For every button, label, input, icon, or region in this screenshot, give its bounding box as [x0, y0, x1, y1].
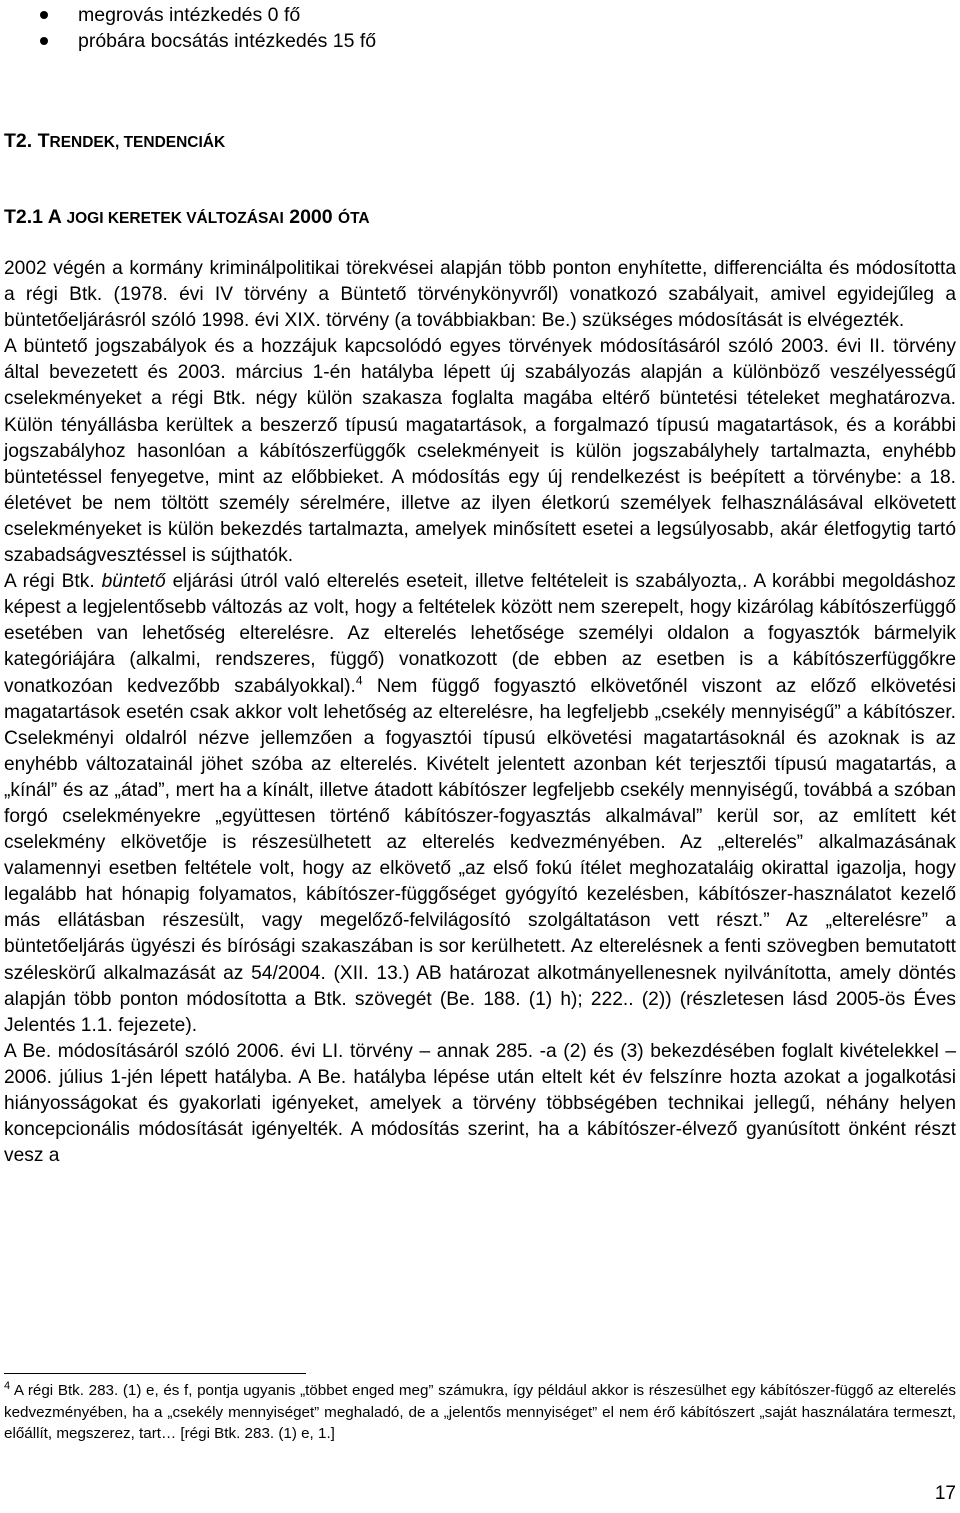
bullet-text: próbára bocsátás intézkedés 15 fő [78, 30, 377, 52]
footnote-ref[interactable]: 4 [355, 673, 363, 688]
heading-number: T2. [4, 130, 38, 152]
footnote [4, 1380, 956, 1445]
list-item [4, 28, 376, 54]
list-item [4, 2, 376, 28]
paragraph: 2002 végén a kormány kriminálpolitikai törekvései alapján több ponton enyhítette, differenciálta és módosította a régi Btk. (1978. évi IV törvény a Büntető törvénykönyvről) vonatkozó szabályait, amivel egyidejűleg a büntetőeljárásról szóló 1998. évi XIX. törvény (a továbbiakban: Be.) szükséges módosítását is elvégezték. [4, 258, 956, 332]
heading-year: 2000 [283, 206, 339, 228]
italic-term: büntető [101, 571, 166, 593]
subsection-heading [4, 204, 370, 232]
paragraph-text: Nem függő fogyasztó elkövetőnél viszont az előző elkövetési magatartások esetén csak akkor volt lehetőség az elterelésre, ha legfeljebb „csekély mennyiségű” a kábítószer. Cselekményi oldalról nézve jellemzően a fogyasztói típusú elkövetési magatartásoknál és azoknak is az enyhébb változatainál jöhet szóba az elterelés. Kivételt jelentett azonban két terjesztői típusú magatartás, a „kínál” és az „átad”, mert ha a kínált, illetve átadott kábítószer legfeljebb csekély mennyiségű, továbbá a szóban forgó cselekményekre „együttesen történő kábítószer-fogyasztás alkalmával” kerül sor, az említett két cselekmény elkövetője is részesülhetett az elterelés kedvezményében. Az „elterelés” alkalmazásának valamennyi esetben feltétele volt, hogy az elkövető „az első fokú ítélet meghozataláig okirattal igazolja, hogy legalább hat hónapig folyamatos, kábítószer-függőséget gyógyító kezelésben, kábítószer-használatot kezelő más ellátásban részesült, vagy megelőző-felvilágosító szolgáltatáson vett részt.” Az „elterelésre” a büntetőeljárás ügyészi és bírósági szakaszában is sor kerülhetett. Az elterelésnek a fenti szövegben bemutatott széleskörű alkalmazását az 54/2004. (XII. 13.) AB határozat alkotmányellenesnek nyilvánította, amely döntés alapján több ponton módosította a Btk. szövegét (Be. 188. (1) h); 222.. (2)) (részletesen lásd 2005-ös Éves Jelentés 1.1. fejezete). [4, 675, 956, 1036]
bullet-icon [40, 11, 48, 19]
bullet-list [4, 2, 376, 54]
bullet-text: megrovás intézkedés 0 fő [78, 4, 301, 26]
heading-number: T2.1 A [4, 206, 67, 228]
paragraph-text: A régi Btk. [4, 571, 102, 593]
heading-cap: T [37, 130, 50, 152]
paragraph: A büntető jogszabályok és a hozzájuk kapcsolódó egyes törvények módosításáról szóló 2003. évi II. törvény által bevezetett és 2003. március 1-én hatályba lépett új szabályozás alapján a különböző veszélyességű cselekményeket a régi Btk. négy külön szakasza foglalta magába eltérő büntetési tételeket meghatározva. Külön tényállásba kerültek a beszerző típusú magatartások, a forgalmazó típusú magatartások, és a korábbi jogszabályhoz hasonlóan a kábítószerfüggők cselekményeit is külön jogszabályhely tartalmazta, enyhébb büntetéssel fenyegetve, mint az előbbieket. A módosítás egy új rendelkezést is beépített a törvénybe: a 18. életévet be nem töltött személy sérelmére, illetve az ilyen életkorú személyek felhasználásával elkövetett cselekményeket is külön bekezdés tartalmazta, amelyek minősített esetei a legsúlyosabb, akár életfogytig tartó szabadságvesztéssel is sújthatók. [4, 336, 956, 567]
page-number: 17 [934, 1483, 956, 1504]
body-text [4, 256, 956, 1169]
footnote-text: A régi Btk. 283. (1) e, és f, pontja ugyanis „többet enged meg” számukra, így például akkor is részesülhet egy kábítószer-függő az elterelés kedvezményében, ha a „csekély mennyiséget” meghaladó, de a „jelentős mennyiséget” el nem érő kábítószert „saját használatára termeszt, előállít, megszerez, tart… [régi Btk. 283. (1) e, 1.] [4, 1382, 956, 1442]
bullet-icon [40, 37, 48, 45]
heading-text-end: ÓTA [338, 210, 370, 227]
heading-text: JOGI KERETEK VÁLTOZÁSAI [66, 210, 284, 227]
footnote-separator [4, 1373, 306, 1374]
section-heading [4, 128, 225, 156]
paragraph-text: eljárási útról való elterelés eseteit, illetve feltételeit is szabályozta,. A korábbi megoldáshoz képest a legjelentősebb változás az volt, hogy a feltételek között nem szerepelt, hogy kizárólag kábítószerfüggő esetében van lehetőség elterelésre. Az elterelés lehetősége személyi oldalon a fogyasztók bármelyik kategóriájára (alkalmi, rendszeres, függő) vonatkozott (de ebben az esetben is a kábítószerfüggőkre vonatkozóan kedvezőbb szabályokkal). [4, 571, 957, 697]
heading-text: RENDEK, TENDENCIÁK [49, 134, 226, 151]
footnote-number: 4 [4, 1379, 11, 1392]
paragraph: A Be. módosításáról szóló 2006. évi LI. törvény – annak 285. -a (2) és (3) bekezdésében foglalt kivételekkel – 2006. július 1-jén lépett hatályba. A Be. hatályba lépése után eltelt két év felszínre hozta azokat a jogalkotási hiányosságokat és gyakorlati igényeket, amelyek a törvény többségében technikai jellegű, néhány helyen koncepcionális módosítását igényelték. A módosítás szerint, ha a kábítószer-élvező gyanúsított önként részt vesz a [4, 1040, 956, 1167]
paragraph [4, 569, 956, 1039]
